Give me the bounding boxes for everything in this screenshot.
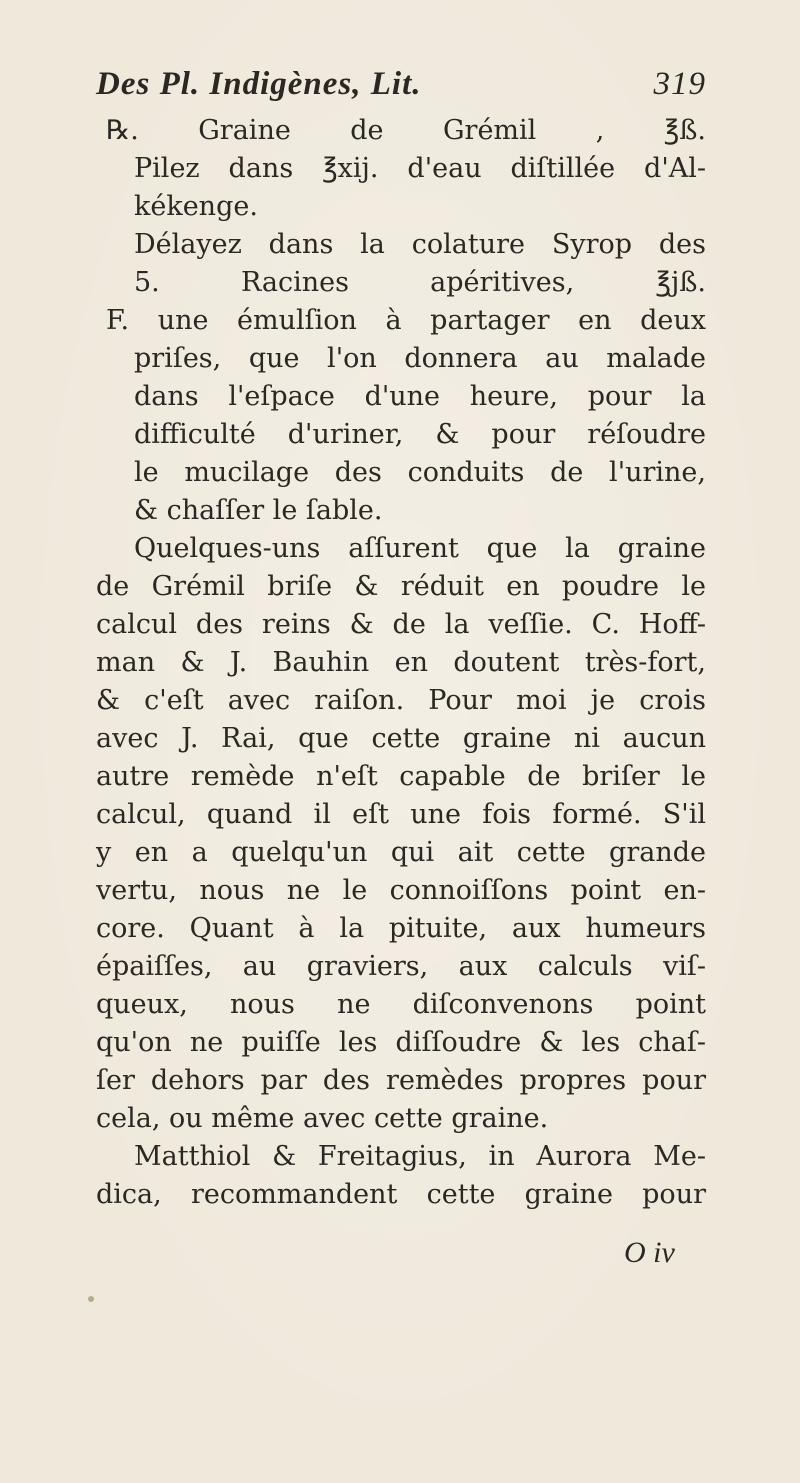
text-line: de Grémil briſe & réduit en poudre le [96,571,706,602]
text-line: épaiſſes, au graviers, aux calculs viſ- [96,951,706,982]
text-line: qu'on ne puiſſe les diſſoudre & les chaſ- [96,1027,706,1058]
text-line: vertu, nous ne le connoiſſons point en- [96,875,706,906]
text-line: F. une émulſion à partager en deux [106,305,706,336]
text-line: ℞. Graine de Grémil , ℥ß. [106,115,706,146]
text-line: ſer dehors par des remèdes propres pour [96,1065,706,1096]
running-header [96,66,706,110]
text-line: difficulté d'uriner, & pour réſoudre [134,419,706,450]
text-line: queux, nous ne diſconvenons point [96,989,706,1020]
page-number: 319 [653,66,706,102]
running-title: Des Pl. Indigènes, Lit. [96,66,422,102]
text-line: dica, recommandent cette graine pour [96,1179,706,1210]
text-line: Pilez dans ℥xij. d'eau diſtillée d'Al- [134,153,706,184]
text-line: Délayez dans la colature Syrop des [134,229,706,260]
text-line: Matthiol & Freitagius, in Aurora Me- [134,1141,706,1172]
text-line: kékenge. [134,191,258,222]
text-line: cela, ou même avec cette graine. [96,1103,549,1134]
text-line: 5. Racines apéritives, ℥jß. [134,267,706,298]
text-line: calcul, quand il eſt une fois formé. S'il [96,799,706,830]
catchword: O iv [624,1236,675,1269]
text-line: & chaſſer le ſable. [134,495,383,526]
text-line: Quelques-uns aſſurent que la graine [134,533,706,564]
text-line: y en a quelqu'un qui ait cette grande [96,837,706,868]
text-line: le mucilage des conduits de l'urine, [134,457,706,488]
text-line: & c'eſt avec raiſon. Pour moi je crois [96,685,706,716]
text-line: priſes, que l'on donnera au malade [134,343,706,374]
text-line: core. Quant à la pituite, aux humeurs [96,913,706,944]
text-line: calcul des reins & de la veſſie. C. Hoff- [96,609,706,640]
text-line: autre remède n'eſt capable de briſer le [96,761,706,792]
text-line: avec J. Rai, que cette graine ni aucun [96,723,706,754]
text-line: man & J. Bauhin en doutent très-fort, [96,647,706,678]
text-line: dans l'eſpace d'une heure, pour la [134,381,706,412]
paper-blemish [88,1296,94,1302]
